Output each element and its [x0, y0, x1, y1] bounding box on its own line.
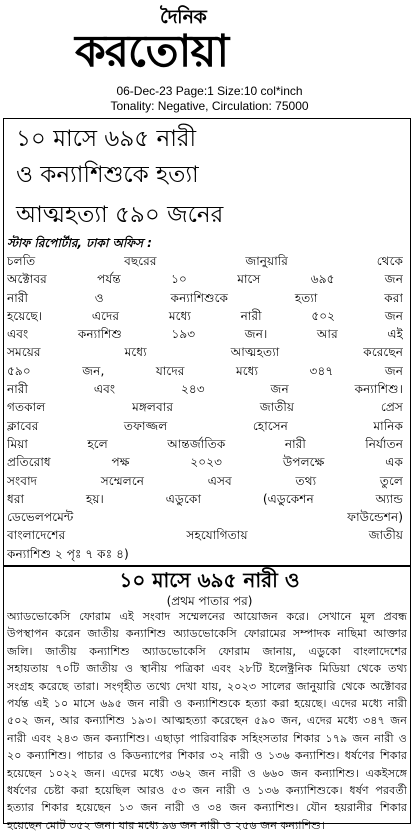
continuation-line: অ্যাডভোকেসি ফোরাম এই সংবাদ সম্মেলনের আয়োজন করে। সেখানে মূল প্রবন্ধ — [7, 610, 407, 623]
continuation-line: নারী এবং ২৪৩ জন কন্যাশিশু। এছাড়া পারিবারিক সহিংসতার শিকার ১৭৯ জন নারী ও — [7, 731, 407, 745]
continuation-line: হয়েছেন মোট ৩৫২ জন। যার মধ্যে ৯৬ জন নারী ও ২৫৬ জন কন্যাশিশু। — [7, 818, 325, 832]
body-line: সংবাদ সম্মেলনে এসব তথ্য তুলে — [7, 473, 403, 488]
continuation-headline: ১০ মাসে ৬৯৫ নারী ও — [119, 568, 300, 592]
body-line: অক্টোবর পর্যন্ত ১০ মাসে ৬৯৫ জন — [7, 272, 403, 287]
byline: স্টাফ রিপোর্টার, ঢাকা অফিস : — [7, 236, 152, 250]
continuation-subheading: (প্রথম পাতার পর) — [166, 594, 253, 608]
headline-line-1: ১০ মাসে ৬৯৫ নারী — [16, 126, 197, 152]
continuation-line: সংগ্রহ করেছে তারা। সংগৃহীত তথ্যে দেখা যায়, ২০২৩ সালের জানুয়ারি থেকে অক্টোবর — [7, 679, 407, 693]
continuation-line: হয়েছেন ১০২২ জন। এদের মধ্যে ৩৬২ জন নারী ও ৬৬০ জন কন্যাশিশু। একইসঙ্গে — [7, 766, 407, 780]
body-line: বাংলাদেশের সহযোগিতায় জাতীয় — [7, 528, 403, 543]
continuation-body — [7, 608, 407, 834]
body-line: চলতি বছরের জানুয়ারি থেকে — [7, 254, 403, 268]
body-line: সময়ের মধ্যে আত্মহত্যা করেছেন — [7, 345, 403, 360]
continuation-line: ধর্ষণের চেষ্টা করা হয়েছিল আরও ৫৩ জন নারী ও ১৩৬ কন্যাশিশুকে। ধর্ষণ পরবর্তী — [7, 783, 407, 797]
continuation-line: জলি। জাতীয় কন্যাশিশু অ্যাডভোকেসি ফোরাম জানায়, এডুকো বাংলাদেশের — [7, 644, 407, 658]
body-line-jump: কন্যাশিশু ২ পৃঃ ৭ কঃ ৪) — [7, 546, 129, 561]
body-line: ৫৯০ জন, যাদের মধ্যে ৩৪৭ জন — [7, 363, 403, 378]
continuation-line: ২০ কন্যাশিশু। পাচার ও কিডন্যাপের শিকার ৩২ নারী ও ১৩৬ কন্যাশিশু। ধর্ষণের শিকার — [7, 749, 407, 763]
body-line: প্রতিরোধ পক্ষ ২০২৩ উপলক্ষে এক — [7, 455, 403, 470]
masthead-small: দৈনিক — [160, 6, 207, 28]
clip-meta-line1: 06-Dec-23 Page:1 Size:10 col*inch — [116, 84, 303, 98]
continuation-line: হত্যার শিকার হয়েছেন ১৩ জন নারী ও ৩৪ জন কন্যাশিশু। যৌন হয়রানীর শিকার — [7, 801, 407, 815]
body-line: ডেভেলপমেন্ট ফাউন্ডেশন) — [7, 510, 403, 525]
continuation-line: উপস্থাপন করেন জাতীয় কন্যাশিশু অ্যাডভোকেসি ফোরামের সম্পাদক নাছিমা আক্তার — [7, 627, 407, 641]
clip-meta-line2: Tonality: Negative, Circulation: 75000 — [110, 99, 309, 113]
body-line: ধরা হয়। এডুকো (এডুকেশন অ্যান্ড — [7, 491, 403, 506]
headline-line-2: ও কন্যাশিশুকে হত্যা — [16, 162, 199, 188]
body-line: এবং কন্যাশিশু ১৯৩ জন। আর এই — [7, 327, 403, 342]
article-body — [7, 252, 403, 563]
body-line: হয়েছে। এদের মধ্যে নারী ৫০২ জন — [7, 308, 403, 323]
continuation-line: ৫০২ জন, আর কন্যাশিশু ১৯৩। আত্মহত্যা করেছেন ৫৯০ জন, এদের মধ্যে ৩৪৭ জন — [7, 714, 407, 728]
continuation-line: পর্যন্ত এই ১০ মাসে ৬৯৫ জন নারী ও কন্যাশিশুকে হত্যা করা হয়েছে। এদের মধ্যে নারী — [7, 696, 407, 710]
headline-line-3: আত্মহত্যা ৫৯০ জনের — [16, 202, 224, 228]
continuation-line: সহায়তায় ৭০টি জাতীয় ও স্থানীয় পত্রিকা এবং ২৮টি ইলেক্ট্রনিক মিডিয়া থেকে তথ্য — [7, 662, 407, 676]
masthead-logo: করতোয়া — [75, 26, 229, 77]
body-line: মিয়া হলে আন্তর্জাতিক নারী নির্যাতন — [7, 436, 403, 451]
body-line: নারী ও কন্যাশিশুকে হত্যা করা — [7, 290, 403, 305]
body-line: নারী এবং ২৪৩ জন কন্যাশিশু। — [7, 382, 403, 397]
body-line: ক্লাবের তফাজ্জল হোসেন মানিক — [7, 418, 403, 433]
body-line: গতকাল মঙ্গলবার জাতীয় প্রেস — [7, 400, 403, 415]
